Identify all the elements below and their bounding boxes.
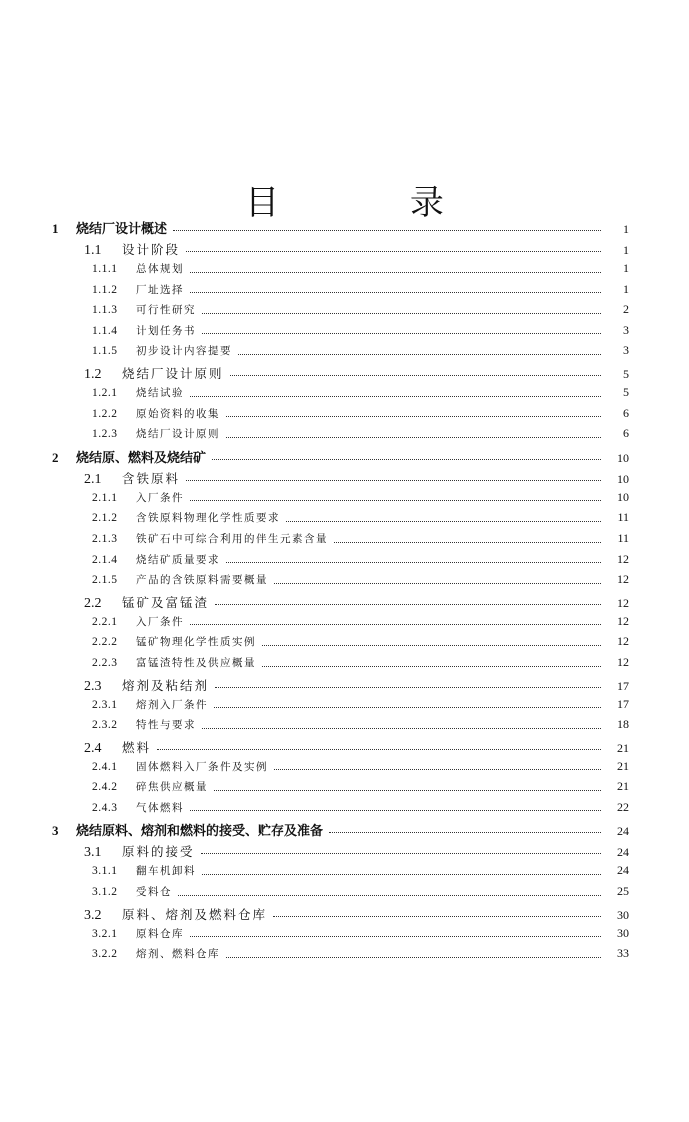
toc-entry-number: 3.2.1: [92, 927, 118, 940]
toc-entry-number: 3.1.1: [92, 865, 118, 878]
toc-entry-number: 2.4: [84, 740, 102, 756]
toc-entry-number: 2.1.3: [92, 532, 118, 545]
toc-entry-title: 烧结矿质量要求: [136, 553, 220, 566]
dot-leader: [274, 582, 601, 584]
toc-entry-number: 2.3.2: [92, 719, 118, 732]
dot-leader: [190, 271, 601, 273]
toc-entry-title: 原始资料的收集: [136, 407, 220, 420]
toc-entry-level-3[interactable]: [0, 572, 689, 593]
toc-entry-level-3[interactable]: [0, 717, 689, 738]
dot-leader: [226, 956, 601, 958]
toc-entry-title: 原料、熔剂及燃料仓库: [122, 906, 268, 922]
toc-entry-page-number: 5: [623, 366, 629, 381]
toc-entry-page-number: 1: [623, 261, 629, 275]
toc-entry-title: 总体规划: [136, 263, 184, 275]
toc-entry-level-2[interactable]: [0, 364, 689, 385]
toc-entry-number: 2.1.5: [92, 574, 118, 587]
toc-entry-title: 熔剂入厂条件: [136, 698, 208, 711]
toc-entry-level-3[interactable]: [0, 614, 689, 635]
toc-entry-level-3[interactable]: [0, 779, 689, 800]
dot-leader: [202, 332, 601, 334]
dot-leader: [173, 229, 601, 231]
toc-entry-title: 烧结厂设计原则: [136, 428, 220, 441]
toc-entry-level-2[interactable]: [0, 593, 689, 614]
toc-entry-page-number: 10: [617, 450, 629, 465]
toc-entry-title: 熔剂及粘结剂: [122, 677, 210, 693]
dot-leader: [214, 789, 601, 791]
toc-entry-number: 1.2: [84, 366, 102, 382]
toc-entry-number: 1.1.5: [92, 345, 118, 358]
toc-entry-level-3[interactable]: [0, 302, 689, 323]
toc-entry-title: 固体燃料入厂条件及实例: [136, 760, 268, 773]
toc-entry-page-number: 24: [617, 824, 629, 839]
toc-entry-page-number: 12: [617, 654, 629, 669]
toc-entry-number: 2.2.1: [92, 615, 118, 628]
dot-leader: [190, 395, 601, 397]
dot-leader: [226, 415, 601, 417]
toc-entry-number: 2.4.3: [92, 801, 118, 814]
toc-entry-number: 1.1.3: [92, 304, 118, 317]
dot-leader: [190, 291, 601, 293]
toc-entry-title: 熔剂、燃料仓库: [136, 948, 220, 961]
toc-entry-page-number: 12: [617, 595, 629, 610]
toc-entry-title: 入厂条件: [136, 491, 184, 504]
toc-entry-title: 锰矿及富锰渣: [122, 594, 210, 610]
toc-entry-page-number: 12: [617, 634, 629, 649]
toc-entry-level-2[interactable]: [0, 469, 689, 490]
toc-entry-level-2[interactable]: [0, 905, 689, 926]
toc-entry-title: 气体燃料: [136, 801, 184, 814]
toc-entry-level-3[interactable]: [0, 323, 689, 344]
toc-entry-number: 2.1.4: [92, 553, 118, 566]
toc-entry-level-2[interactable]: [0, 676, 689, 697]
toc-entry-page-number: 17: [617, 678, 629, 693]
toc-entry-title: 铁矿石中可综合利用的伴生元素含量: [136, 532, 328, 545]
toc-entry-page-number: 2: [623, 302, 629, 317]
dot-leader: [202, 312, 601, 314]
toc-entry-level-3[interactable]: [0, 343, 689, 364]
toc-entry-page-number: 25: [617, 884, 629, 899]
toc-entry-title: 燃料: [122, 739, 152, 755]
toc-entry-page-number: 1: [623, 243, 629, 257]
toc-entry-level-3[interactable]: [0, 261, 689, 282]
toc-entry-number: 2.4.2: [92, 781, 118, 794]
dot-leader: [190, 935, 601, 937]
dot-leader: [190, 623, 601, 625]
dot-leader: [157, 748, 601, 750]
dot-leader: [273, 915, 601, 917]
toc-entry-title: 计划任务书: [136, 324, 196, 337]
dot-leader: [334, 541, 601, 543]
toc-entry-number: 2.1.2: [92, 512, 118, 525]
toc-entry-number: 3.1.2: [92, 886, 118, 899]
toc-entry-number: 2.1.1: [92, 491, 118, 504]
toc-entry-number: 2.2.3: [92, 656, 118, 669]
toc-entry-level-1[interactable]: [0, 218, 689, 240]
toc-entry-level-3[interactable]: [0, 655, 689, 676]
toc-entry-title: 厂址选择: [136, 283, 184, 296]
toc-entry-page-number: 6: [623, 426, 629, 441]
toc-entry-level-3[interactable]: [0, 510, 689, 531]
toc-entry-page-number: 12: [617, 551, 629, 566]
toc-entry-title: 烧结试验: [136, 386, 184, 399]
toc-entry-level-2[interactable]: [0, 842, 689, 863]
dot-leader: [190, 809, 601, 811]
toc-entry-page-number: 18: [617, 717, 629, 732]
toc-entry-number: 1.1.2: [92, 283, 118, 296]
toc-entry-title: 原料仓库: [136, 927, 184, 940]
dot-leader: [215, 603, 601, 605]
toc-entry-level-3[interactable]: [0, 531, 689, 552]
toc-entry-page-number: 30: [617, 907, 629, 922]
toc-entry-page-number: 10: [617, 471, 629, 486]
dot-leader: [186, 479, 601, 481]
toc-entry-title: 烧结原料、熔剂和燃料的接受、贮存及准备: [76, 824, 324, 840]
toc-entry-page-number: 21: [617, 779, 629, 794]
dot-leader: [238, 353, 601, 355]
dot-leader: [178, 894, 601, 896]
toc-entry-page-number: 12: [617, 572, 629, 587]
toc-entry-number: 3.2.2: [92, 948, 118, 961]
toc-entry-page-number: 3: [623, 322, 629, 337]
toc-entry-page-number: 21: [617, 758, 629, 773]
toc-entry-title: 初步设计内容提要: [136, 345, 232, 358]
dot-leader: [262, 644, 601, 646]
toc-entry-number: 1.1.4: [92, 324, 118, 337]
dot-leader: [190, 499, 601, 501]
toc-entry-title: 翻车机卸料: [136, 865, 196, 878]
toc-entry-title: 入厂条件: [136, 615, 184, 628]
toc-entry-page-number: 1: [623, 222, 629, 236]
table-of-contents: [0, 218, 689, 967]
toc-entry-title: 产品的含铁原料需要概量: [136, 574, 268, 587]
toc-entry-page-number: 6: [623, 405, 629, 420]
toc-entry-page-number: 11: [617, 530, 629, 545]
toc-entry-level-3[interactable]: [0, 863, 689, 884]
toc-entry-page-number: 22: [617, 799, 629, 814]
toc-entry-level-2[interactable]: [0, 738, 689, 759]
toc-entry-level-3[interactable]: [0, 697, 689, 718]
toc-entry-level-3[interactable]: [0, 406, 689, 427]
toc-entry-number: 2.4.1: [92, 760, 118, 773]
dot-leader: [202, 727, 601, 729]
toc-entry-number: 3.1: [84, 845, 102, 861]
toc-entry-number: 1.2.3: [92, 428, 118, 441]
toc-entry-level-2[interactable]: [0, 240, 689, 261]
toc-entry-number: 1.1.1: [92, 263, 118, 275]
toc-entry-page-number: 12: [617, 613, 629, 628]
toc-entry-page-number: 33: [617, 946, 629, 961]
toc-entry-number: 2: [52, 449, 59, 465]
toc-entry-title: 原料的接受: [122, 844, 195, 860]
toc-entry-number: 2.1: [84, 471, 102, 487]
toc-entry-page-number: 5: [623, 384, 629, 399]
dot-leader: [214, 706, 601, 708]
toc-entry-number: 2.3.1: [92, 698, 118, 711]
toc-entry-level-3[interactable]: [0, 946, 689, 967]
page-title: 目 录: [245, 182, 504, 223]
toc-entry-level-1[interactable]: [0, 820, 689, 842]
toc-entry-level-3[interactable]: [0, 426, 689, 447]
toc-entry-level-3[interactable]: [0, 800, 689, 821]
toc-entry-level-3[interactable]: [0, 490, 689, 511]
toc-entry-number: 2.2.2: [92, 636, 118, 649]
dot-leader: [262, 665, 601, 667]
toc-entry-title: 特性与要求: [136, 719, 196, 732]
toc-entry-page-number: 10: [617, 489, 629, 504]
toc-entry-page-number: 30: [617, 925, 629, 940]
toc-entry-page-number: 24: [617, 845, 629, 860]
toc-entry-title: 含铁原料: [122, 470, 181, 486]
toc-entry-number: 1: [52, 221, 59, 236]
toc-entry-page-number: 1: [623, 281, 629, 296]
toc-entry-title: 含铁原料物理化学性质要求: [136, 512, 280, 525]
toc-entry-level-3[interactable]: [0, 552, 689, 573]
toc-entry-level-3[interactable]: [0, 385, 689, 406]
dot-leader: [201, 852, 601, 854]
dot-leader: [226, 561, 601, 563]
toc-entry-number: 1.2.2: [92, 407, 118, 420]
toc-entry-title: 烧结厂设计原则: [122, 365, 224, 381]
dot-leader: [230, 374, 601, 376]
toc-entry-page-number: 11: [617, 510, 629, 525]
toc-entry-page-number: 17: [617, 696, 629, 711]
toc-entry-title: 锰矿物理化学性质实例: [136, 636, 256, 649]
toc-entry-level-3[interactable]: [0, 759, 689, 780]
dot-leader: [202, 873, 601, 875]
toc-entry-number: 1.1: [84, 243, 102, 258]
dot-leader: [186, 250, 601, 252]
toc-entry-title: 烧结厂设计概述: [76, 222, 168, 237]
toc-entry-title: 烧结原、燃料及烧结矿: [76, 450, 207, 466]
toc-entry-title: 碎焦供应概量: [136, 781, 208, 794]
toc-entry-number: 1.2.1: [92, 386, 118, 399]
toc-entry-title: 受料仓: [136, 886, 172, 899]
toc-entry-level-3[interactable]: [0, 282, 689, 303]
dot-leader: [226, 436, 601, 438]
dot-leader: [286, 520, 601, 522]
dot-leader: [215, 686, 601, 688]
toc-entry-level-3[interactable]: [0, 926, 689, 947]
toc-entry-title: 富锰渣特性及供应概量: [136, 656, 256, 669]
toc-entry-number: 3.2: [84, 907, 102, 923]
dot-leader: [329, 831, 601, 833]
toc-entry-number: 3: [52, 823, 59, 839]
dot-leader: [212, 458, 601, 460]
toc-entry-level-3[interactable]: [0, 634, 689, 655]
toc-entry-title: 设计阶段: [122, 242, 181, 257]
toc-entry-page-number: 3: [623, 343, 629, 358]
toc-entry-level-3[interactable]: [0, 884, 689, 905]
toc-entry-page-number: 24: [617, 863, 629, 878]
toc-entry-title: 可行性研究: [136, 304, 196, 317]
toc-entry-number: 2.3: [84, 678, 102, 694]
toc-entry-page-number: 21: [617, 740, 629, 755]
toc-entry-number: 2.2: [84, 595, 102, 611]
dot-leader: [274, 768, 601, 770]
toc-entry-level-1[interactable]: [0, 447, 689, 469]
